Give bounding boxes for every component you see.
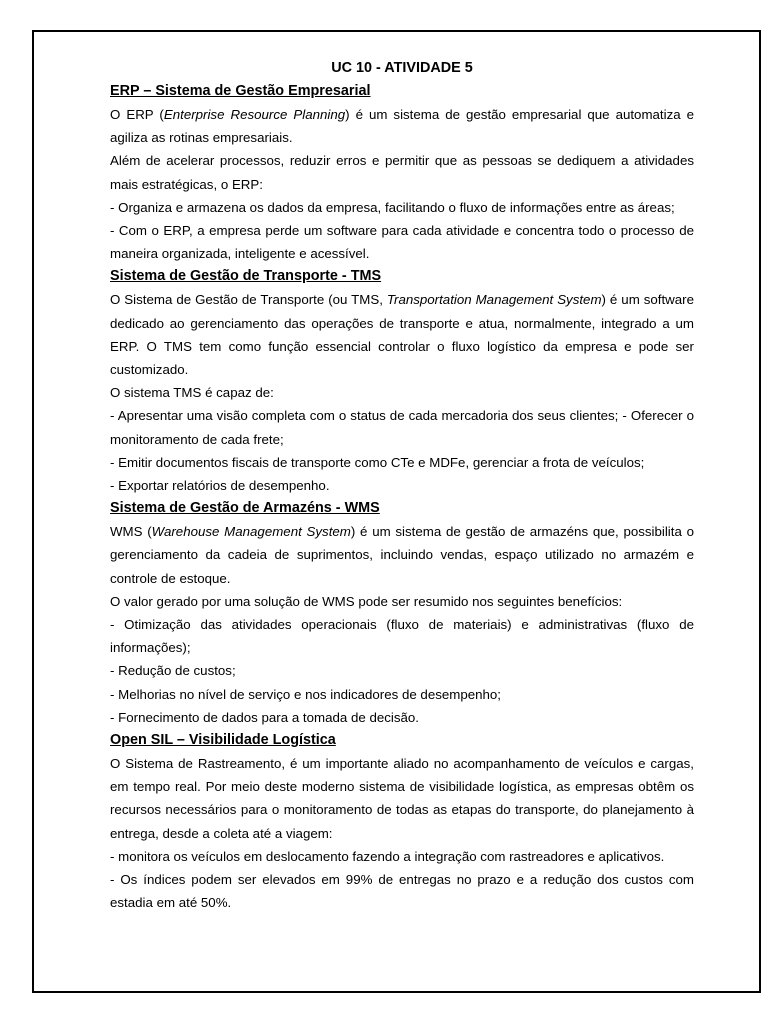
tms-paragraph-3: - Apresentar uma visão completa com o status de cada mercadoria dos seus clientes; - Oferecer o monitoramento de cada frete; bbox=[110, 408, 694, 447]
tms-paragraph-5: - Exportar relatórios de desempenho. bbox=[110, 478, 330, 494]
open-sil-paragraph-2: - monitora os veículos em deslocamento fazendo a integração com rastreadores e aplicativos. bbox=[110, 848, 665, 864]
erp-paragraph-4: - Com o ERP, a empresa perde um software para cada atividade e concentra todo o processo de maneira organizada, inteligente e acessível. bbox=[110, 223, 694, 262]
wms-paragraph-5: - Melhorias no nível de serviço e nos indicadores de desempenho; bbox=[110, 686, 502, 702]
tms-paragraph-1 bbox=[110, 288, 694, 381]
wms-p1-text-a: WMS ( bbox=[110, 524, 152, 540]
tms-paragraph-4: - Emitir documentos fiscais de transporte como CTe e MDFe, gerenciar a frota de veículos; bbox=[110, 454, 645, 470]
section-erp bbox=[110, 80, 694, 265]
wms-p1-text-b: ) é um sistema de gestão de armazéns que, possibilita o gerenciamento da cadeia de suprimentos, incluindo vendas, espaço utilizado no armazém e controle de estoque. bbox=[110, 524, 694, 586]
section-tms bbox=[110, 265, 694, 497]
section-heading-open-sil: Open SIL – Visibilidade Logística bbox=[110, 732, 336, 749]
tms-paragraph-2: O sistema TMS é capaz de: bbox=[110, 385, 274, 401]
document-body bbox=[110, 57, 694, 915]
wms-paragraph-6: - Fornecimento de dados para a tomada de decisão. bbox=[110, 709, 419, 725]
open-sil-paragraph-3: - Os índices podem ser elevados em 99% de entregas no prazo e a redução dos custos com estadia em até 50%. bbox=[110, 872, 694, 911]
section-wms bbox=[110, 497, 694, 729]
document-title: UC 10 - ATIVIDADE 5 bbox=[331, 60, 473, 76]
erp-p1-text-b: ) é um sistema de gestão empresarial que automatiza e agiliza as rotinas empresariais. bbox=[110, 107, 695, 146]
wms-paragraph-3: - Otimização das atividades operacionais (fluxo de materiais) e administrativas (fluxo de informações); bbox=[110, 617, 694, 656]
tms-p1-text-a: O Sistema de Gestão de Transporte (ou TMS, bbox=[110, 292, 387, 308]
section-open-sil bbox=[110, 729, 694, 914]
wms-paragraph-1 bbox=[110, 520, 694, 590]
section-heading-wms: Sistema de Gestão de Armazéns - WMS bbox=[110, 500, 380, 517]
erp-p1-text-a: O ERP ( bbox=[110, 107, 164, 122]
erp-p1-emphasis: Enterprise Resource Planning bbox=[163, 107, 346, 122]
erp-paragraph-2: Além de acelerar processos, reduzir erros e permitir que as pessoas se dediquem a atividades mais estratégicas, o ERP: bbox=[110, 153, 694, 192]
wms-p1-emphasis: Warehouse Management System bbox=[151, 524, 351, 540]
wms-paragraph-4: - Redução de custos; bbox=[110, 663, 236, 679]
tms-p1-emphasis: Transportation Management System bbox=[386, 292, 602, 308]
section-heading-erp: ERP – Sistema de Gestão Empresarial bbox=[110, 83, 371, 99]
open-sil-paragraph-1: O Sistema de Rastreamento, é um importante aliado no acompanhamento de veículos e cargas, em tempo real. Por meio deste moderno sistema de visibilidade logística, as empresas obtêm os recursos necessários para o monitoramento de todas as etapas do transporte, do planejamento à entrega, desde a coleta até a viagem: bbox=[110, 756, 694, 841]
wms-paragraph-2: O valor gerado por uma solução de WMS pode ser resumido nos seguintes benefícios: bbox=[110, 593, 623, 609]
erp-paragraph-3: - Organiza e armazena os dados da empresa, facilitando o fluxo de informações entre as áreas; bbox=[110, 199, 675, 215]
erp-paragraph-1 bbox=[110, 103, 694, 149]
section-heading-tms: Sistema de Gestão de Transporte - TMS bbox=[110, 268, 382, 285]
tms-p1-text-b: ) é um software dedicado ao gerenciamento das operações de transporte e atua, normalmente, integrado a um ERP. O TMS tem como função essencial controlar o fluxo logístico da empresa e pode ser customizado. bbox=[110, 292, 694, 378]
